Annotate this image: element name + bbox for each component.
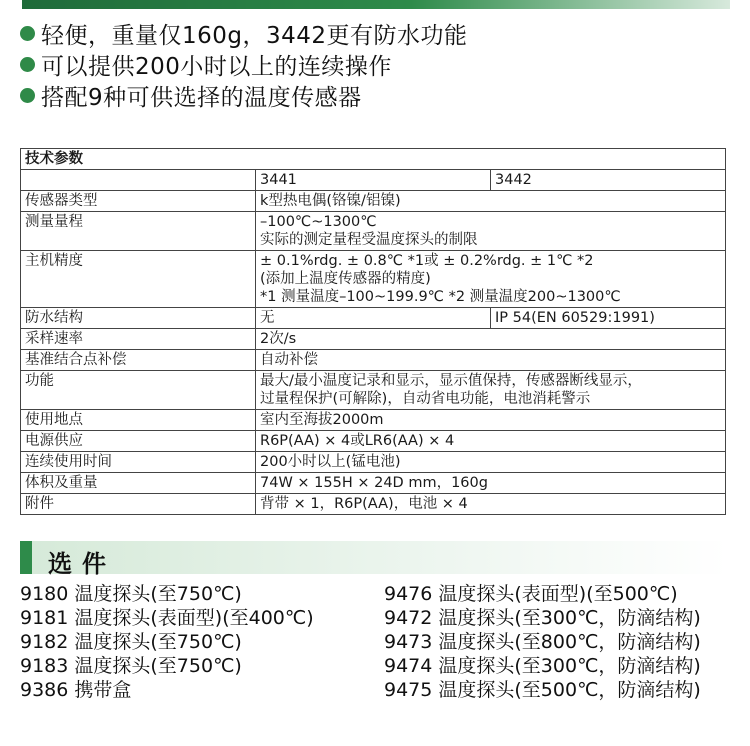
spec-row-location xyxy=(21,410,726,431)
spec-row-accuracy xyxy=(21,251,726,308)
spec-title: 技术参数 xyxy=(21,149,726,170)
feature-text: 搭配9种可供选择的温度传感器 xyxy=(41,85,362,111)
spec-row-continuous xyxy=(21,452,726,473)
options-list-right xyxy=(384,582,701,702)
spec-value: 自动补偿 xyxy=(256,350,726,371)
spec-value-line: 最大/最小温度记录和显示，显示值保持，传感器断线显示， xyxy=(260,373,642,389)
spec-label: 附件 xyxy=(21,494,256,515)
spec-title-row xyxy=(21,149,726,170)
spec-row-power xyxy=(21,431,726,452)
option-item: 9472 温度探头(至300℃，防滴结构) xyxy=(384,607,701,629)
spec-table xyxy=(20,148,726,515)
option-item: 9475 温度探头(至500℃，防滴结构) xyxy=(384,679,701,701)
spec-value xyxy=(256,371,726,410)
spec-row-range xyxy=(21,212,726,251)
spec-value: 室内至海拔2000m xyxy=(256,410,726,431)
spec-value-a: 无 xyxy=(256,308,491,329)
spec-value-line: (添加上温度传感器的精度) xyxy=(260,271,431,287)
spec-value-line: ± 0.1%rdg. ± 0.8℃ *1或 ± 0.2%rdg. ± 1℃ *2 xyxy=(260,253,594,269)
model-b: 3442 xyxy=(491,170,726,191)
spec-label: 防水结构 xyxy=(21,308,256,329)
option-item: 9476 温度探头(表面型)(至500℃) xyxy=(384,583,678,605)
spec-label: 测量量程 xyxy=(21,212,256,251)
spec-value: 74W × 155H × 24D mm，160g xyxy=(256,473,726,494)
option-item: 9474 温度探头(至300℃，防滴结构) xyxy=(384,655,701,677)
spec-label: 基准结合点补偿 xyxy=(21,350,256,371)
spec-label: 采样速率 xyxy=(21,329,256,350)
feature-item xyxy=(20,80,468,111)
spec-value: 背带 × 1，R6P(AA)，电池 × 4 xyxy=(256,494,726,515)
feature-text: 轻便，重量仅160g，3442更有防水功能 xyxy=(41,23,468,49)
spec-label xyxy=(21,170,256,191)
spec-value xyxy=(256,212,726,251)
option-item: 9182 温度探头(至750℃) xyxy=(20,631,242,653)
spec-row-size xyxy=(21,473,726,494)
spec-value-b: IP 54(EN 60529:1991) xyxy=(491,308,726,329)
option-item: 9183 温度探头(至750℃) xyxy=(20,655,242,677)
spec-value: R6P(AA) × 4或LR6(AA) × 4 xyxy=(256,431,726,452)
option-item: 9181 温度探头(表面型)(至400℃) xyxy=(20,607,314,629)
bullet-dot-icon xyxy=(20,57,35,72)
spec-label: 传感器类型 xyxy=(21,191,256,212)
bullet-dot-icon xyxy=(20,26,35,41)
spec-value xyxy=(256,251,726,308)
spec-value: k型热电偶(铬镍/铝镍) xyxy=(256,191,726,212)
spec-table-wrap xyxy=(20,148,726,515)
spec-value-line: 实际的测定量程受温度探头的制限 xyxy=(260,232,478,248)
spec-label: 连续使用时间 xyxy=(21,452,256,473)
option-item: 9180 温度探头(至750℃) xyxy=(20,583,242,605)
spec-label: 主机精度 xyxy=(21,251,256,308)
spec-row-sampling xyxy=(21,329,726,350)
feature-item xyxy=(20,18,468,49)
spec-label: 电源供应 xyxy=(21,431,256,452)
option-item: 9386 携带盒 xyxy=(20,679,132,701)
model-a: 3441 xyxy=(256,170,491,191)
spec-label: 体积及重量 xyxy=(21,473,256,494)
spec-row-functions xyxy=(21,371,726,410)
spec-value-line: –100℃~1300℃ xyxy=(260,214,377,230)
top-accent-bar xyxy=(22,0,730,9)
feature-item xyxy=(20,49,468,80)
feature-list xyxy=(20,18,468,111)
spec-row-cjc xyxy=(21,350,726,371)
feature-text: 可以提供200小时以上的连续操作 xyxy=(41,54,392,80)
spec-label: 功能 xyxy=(21,371,256,410)
options-list-left xyxy=(20,582,314,702)
spec-label: 使用地点 xyxy=(21,410,256,431)
spec-value: 2次/s xyxy=(256,329,726,350)
spec-row-accessories xyxy=(21,494,726,515)
spec-value: 200小时以上(锰电池) xyxy=(256,452,726,473)
option-item: 9473 温度探头(至800℃，防滴结构) xyxy=(384,631,701,653)
spec-model-row xyxy=(21,170,726,191)
spec-value-line: *1 测量温度–100~199.9℃ *2 测量温度200~1300℃ xyxy=(260,289,621,305)
options-title: 选件 xyxy=(48,550,116,578)
spec-row-sensor xyxy=(21,191,726,212)
options-header-bar xyxy=(20,541,728,574)
bullet-dot-icon xyxy=(20,88,35,103)
spec-row-waterproof xyxy=(21,308,726,329)
spec-value-line: 过量程保护(可解除)，自动省电功能，电池消耗警示 xyxy=(260,391,591,407)
